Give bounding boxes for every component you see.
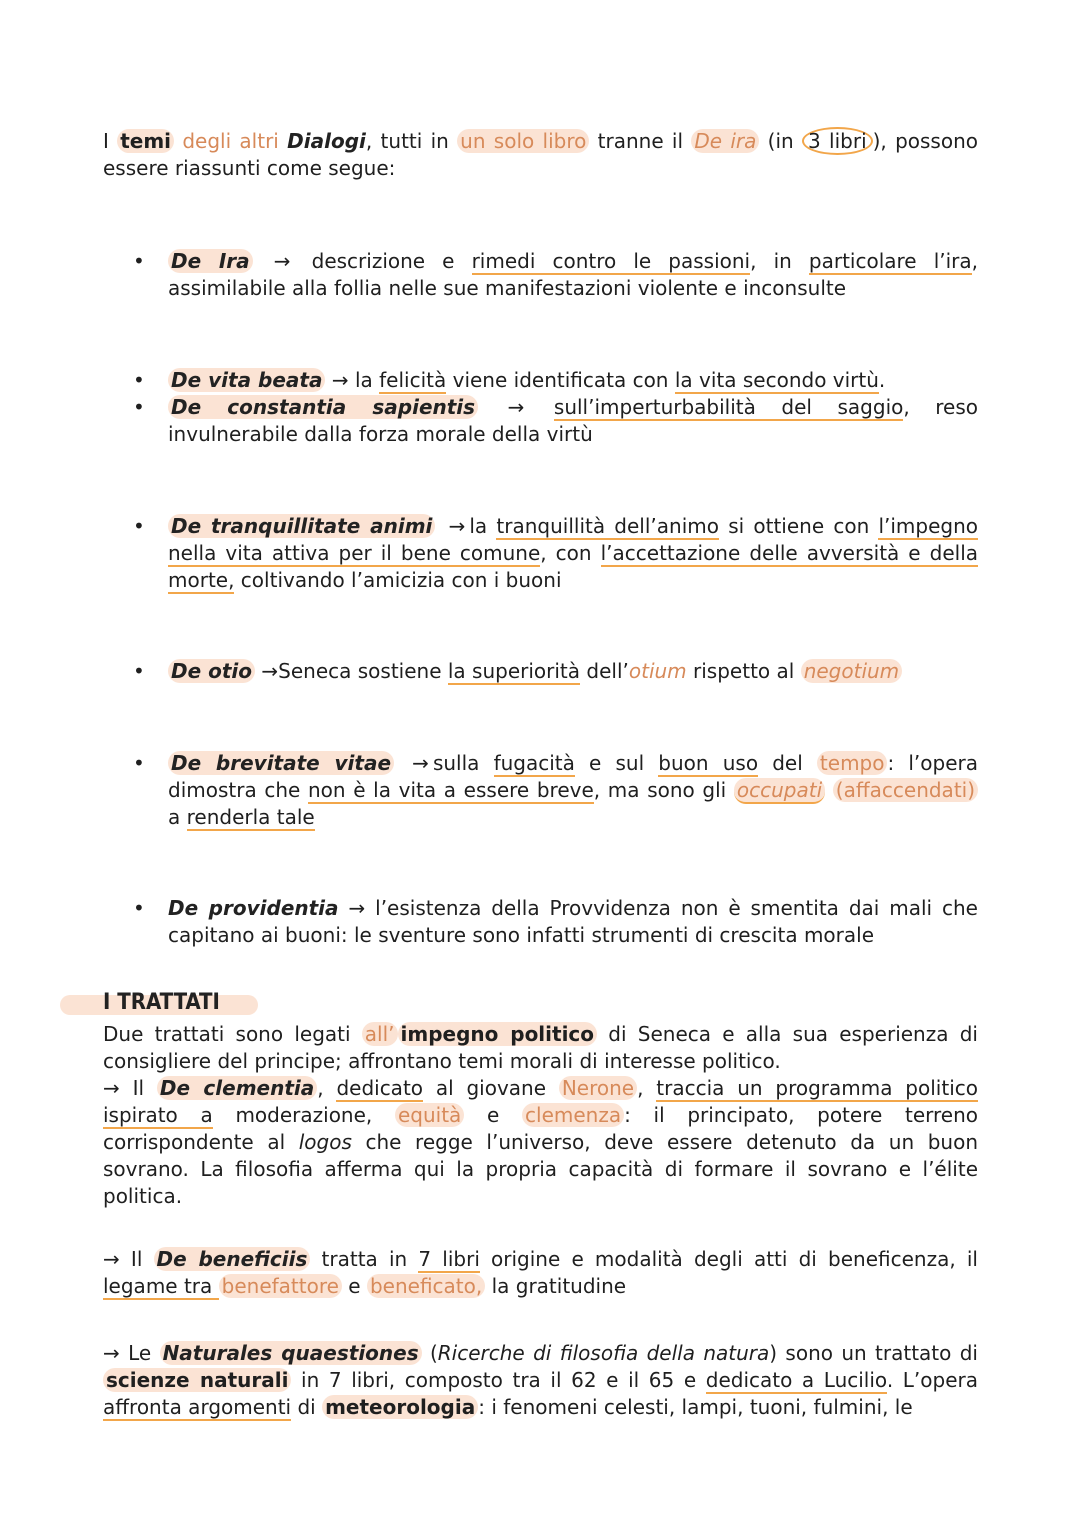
underlined-text: legame tra [103, 1274, 219, 1298]
intro-text: tranne il [589, 129, 692, 153]
underlined-text: sull’imperturbabilità del saggio [553, 395, 904, 419]
intro-text: degli altri [174, 129, 288, 153]
underlined-text: fugacità [493, 751, 575, 775]
de-beneficiis: De beneficiis [154, 1247, 311, 1271]
intro-text: I [103, 129, 118, 153]
negotium-term: negotium [801, 659, 902, 683]
text: la gratitudine [485, 1274, 627, 1298]
text: . L’opera [886, 1368, 978, 1392]
dialogo-text: e sul [574, 751, 659, 775]
trattati-paragraph-1 [103, 1021, 978, 1210]
trattati-paragraph-2 [103, 1246, 978, 1300]
dialogo-text: , con [540, 541, 601, 565]
dialogo-de-brevitate [133, 750, 978, 831]
dialogo-text: , assimilabile alla follia nelle sue manifestazioni violente e inconsulte [168, 249, 979, 300]
text: e [464, 1103, 523, 1127]
intro-text: (in [759, 129, 803, 153]
dialogo-title: De brevitate vitae [168, 751, 394, 775]
scienze-naturali: scienze naturali [103, 1368, 291, 1392]
dialogo-text [528, 395, 554, 419]
text: → Il [103, 1076, 157, 1100]
dialogo-text: si ottiene con [718, 514, 879, 538]
dialogo-text: : l’opera dimostra che [168, 751, 978, 802]
subtitle-italic: Ricerche di filosofia della natura [437, 1341, 770, 1365]
dialogo-title: De constantia sapientis [168, 395, 478, 419]
dialogo-text: descrizione e [294, 249, 472, 273]
dialogo-text: la [469, 514, 497, 538]
dialogo-title: De Ira [168, 249, 253, 273]
list-item [133, 513, 978, 594]
underlined-text: rimedi contro le passioni [471, 249, 751, 273]
dialogo-text: , ma sono gli [593, 778, 734, 802]
text: tratta in [310, 1247, 419, 1271]
text: : i fenomeni celesti, lampi, tuoni, fulmini, le [478, 1395, 913, 1419]
text: in 7 libri, composto tra il 62 e il 65 e [291, 1368, 706, 1392]
arrow-icon: → [273, 249, 291, 273]
dialogo-text: rispetto al [686, 659, 801, 683]
intro-temi: temi [117, 129, 174, 153]
dialogo-text: Seneca sostiene [278, 659, 448, 683]
text: al giovane [423, 1076, 559, 1100]
naturales-quaestiones: Naturales quaestiones [160, 1341, 422, 1365]
section-title: I TRATTATI [103, 990, 220, 1015]
text: che regge l’universo, deve essere detenuto da un buon sovrano. La filosofia afferma qui la propria capacità di formare il sovrano e l’élite politica. [103, 1130, 979, 1208]
dialogo-title: De vita beata [168, 368, 325, 392]
underlined-text: dedicato a Lucilio [705, 1368, 887, 1392]
text: di [291, 1395, 323, 1419]
text: , [317, 1076, 337, 1100]
dialogo-text: , in [750, 249, 809, 273]
dialogo-title: De providentia [168, 896, 339, 920]
intro-de-ira: De ira [691, 129, 759, 153]
list-item [133, 394, 978, 448]
dialogo-text: coltivando l’amicizia con i buoni [234, 568, 562, 592]
benefattore: benefattore [219, 1274, 342, 1298]
dialogo-text: . [878, 368, 886, 392]
logos: logos [298, 1130, 352, 1154]
dialogo-text: viene identificata con [446, 368, 675, 392]
underlined-text: renderla tale [186, 805, 315, 829]
text: → Il [103, 1247, 154, 1271]
text: e [341, 1274, 367, 1298]
nerone: Nerone [559, 1076, 637, 1100]
underlined-text: dedicato [336, 1076, 424, 1100]
text: ) sono un trattato di [769, 1341, 978, 1365]
arrow-icon: → [261, 659, 279, 683]
dialogo-de-otio [133, 658, 978, 685]
list-item [133, 658, 978, 685]
dialogo-text: del [758, 751, 817, 775]
intro-solo-libro: un solo libro [457, 129, 589, 153]
occupati-term: occupati [734, 778, 825, 804]
dialogo-de-ira [133, 248, 978, 302]
text: , [637, 1076, 657, 1100]
text: di Seneca e alla sua esperienza di consigliere del principe; affrontano temi morali di interesse politico. [103, 1022, 978, 1073]
list-item [133, 367, 978, 394]
dialogo-group-2 [133, 367, 978, 448]
dialogo-de-tranquillitate [133, 513, 978, 594]
section-heading [60, 990, 260, 1016]
affaccendati-term: (affaccendati) [833, 778, 978, 802]
underlined-text: particolare l’ira [808, 249, 972, 273]
intro-3-libri: 3 libri [802, 127, 873, 155]
dialogo-text: dell’ [580, 659, 629, 683]
de-clementia: De clementia [157, 1076, 317, 1100]
clemenza: clemenza [522, 1103, 624, 1127]
text: : il principato, potere terreno corrispondente al [103, 1103, 978, 1154]
list-item [133, 750, 978, 831]
dialogo-text: sulla [432, 751, 494, 775]
underlined-text: l’impegno nella vita attiva per il bene comune [168, 514, 979, 565]
dialogo-text: , reso invulnerabile dalla forza morale della virtù [168, 395, 978, 446]
text: moderazione, [212, 1103, 395, 1127]
intro-paragraph [103, 128, 978, 182]
underlined-text: traccia un programma politico ispirato a [103, 1076, 978, 1127]
intro-text: ), possono essere riassunti come segue: [103, 129, 978, 180]
underlined-text: l’accettazione delle avversità e della morte, [168, 541, 979, 592]
dialogo-de-providentia [133, 895, 978, 949]
text: all’ [362, 1022, 398, 1046]
text: → Le [103, 1341, 160, 1365]
tempo-term: tempo [817, 751, 888, 775]
underlined-text: la vita secondo virtù [674, 368, 879, 392]
list-item [133, 248, 978, 302]
text: Due trattati sono legati [103, 1022, 362, 1046]
text: origine e modalità degli atti di beneficenza, il [479, 1247, 978, 1271]
dialogo-text [825, 778, 833, 802]
underlined-text: affronta argomenti [103, 1395, 292, 1419]
arrow-icon: → [507, 395, 525, 419]
dialogo-text: la [348, 368, 380, 392]
equita: equità [395, 1103, 464, 1127]
intro-text: , tutti in [365, 129, 458, 153]
underlined-text: 7 libri [418, 1247, 480, 1271]
underlined-text: buon uso [658, 751, 759, 775]
arrow-icon: → [331, 368, 349, 392]
dialogo-title: De otio [168, 659, 255, 683]
otium-term: otium [628, 659, 687, 683]
list-item [133, 895, 978, 949]
text: ( [421, 1341, 438, 1365]
arrow-icon: → [448, 514, 466, 538]
arrow-icon: → [348, 896, 366, 920]
meteorologia: meteorologia [322, 1395, 478, 1419]
dialogo-text: l’esistenza della Provvidenza non è smentita dai mali che capitano ai buoni: le sventure sono infatti strumenti di crescita morale [168, 896, 978, 947]
trattati-paragraph-3 [103, 1340, 978, 1421]
arrow-icon: → [412, 751, 429, 775]
dialogo-title: De tranquillitate animi [168, 514, 435, 538]
underlined-text: felicità [379, 368, 447, 392]
underlined-text: non è la vita a essere breve [307, 778, 594, 802]
underlined-text: tranquillità dell’animo [496, 514, 719, 538]
impegno-politico: impegno politico [398, 1022, 598, 1046]
beneficato: beneficato, [367, 1274, 485, 1298]
dialogo-text: a [168, 805, 187, 829]
underlined-text: la superiorità [447, 659, 581, 683]
intro-dialogi: Dialogi [287, 129, 366, 153]
